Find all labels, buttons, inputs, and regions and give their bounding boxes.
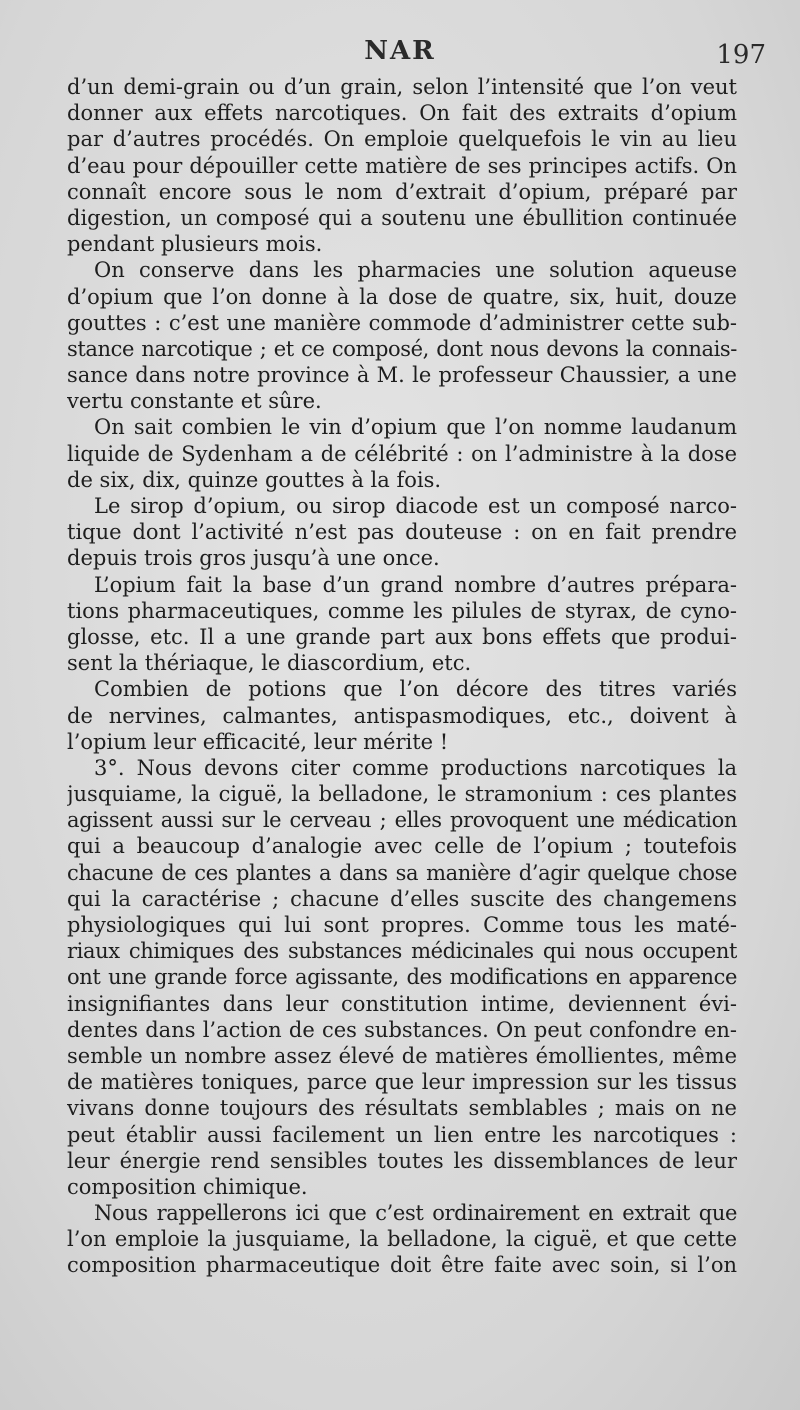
text-line: l’on emploie la jusquiame, la belladone, la ciguë, et que cette [67,1227,737,1252]
text-line: stance narcotique ; et ce composé, dont nous devons la connais- [67,336,737,361]
body-text [67,74,737,1279]
text-line: vivans donne toujours des résultats semblables ; mais on ne [67,1096,737,1121]
text-line: Le sirop d’opium, ou sirop diacode est un composé narco- [94,494,737,518]
running-head: NAR [364,36,436,66]
text-line: jusquiame, la ciguë, la belladone, le stramonium : ces plantes [67,782,737,807]
text-line: On conserve dans les pharmacies une solution aqueuse [94,258,737,283]
page-header [0,36,800,76]
text-line: qui la caractérise ; chacune d’elles suscite des changemens [67,886,737,911]
text-line: chacune de ces plantes a dans sa manière d’agir quelque chose [67,860,737,885]
text-line: d’eau pour dépouiller cette matière de ses principes actifs. On [67,153,737,178]
text-line: Combien de potions que l’on décore des titres variés [94,677,737,702]
text-line: L’opium fait la base d’un grand nombre d’autres prépara- [94,572,737,597]
text-line: depuis trois gros jusqu’à une once. [67,546,440,571]
text-line: ont une grande force agissante, des modifications en apparence [67,965,737,990]
text-line: On sait combien le vin d’opium que l’on nomme laudanum [94,415,737,440]
text-line: leur énergie rend sensibles toutes les dissemblances de leur [67,1148,737,1173]
text-line: de matières toniques, parce que leur impression sur les tissus [67,1070,737,1095]
text-line: qui a beaucoup d’analogie avec celle de l’opium ; toutefois [67,834,737,859]
text-line: d’un demi-grain ou d’un grain, selon l’intensité que l’on veut [67,75,737,99]
text-line: digestion, un composé qui a soutenu une ébullition continuée [67,205,737,230]
text-line: donner aux effets narcotiques. On fait des extraits d’opium [67,101,737,126]
text-line: insignifiantes dans leur constitution intime, deviennent évi- [67,991,737,1016]
text-line: agissent aussi sur le cerveau ; elles provoquent une médication [67,808,737,833]
text-line: d’opium que l’on donne à la dose de quatre, six, huit, douze [67,284,737,309]
text-line: semble un nombre assez élevé de matières émollientes, même [67,1043,737,1068]
text-line: de nervines, calmantes, antispasmodiques, etc., doivent à [67,703,737,728]
text-line: sent la thériaque, le diascordium, etc. [67,651,472,676]
page-number: 197 [716,40,766,70]
text-line: 3°. Nous devons citer comme productions narcotiques la [94,755,737,780]
text-line: l’opium leur efficacité, leur mérite ! [67,729,449,754]
text-line: glosse, etc. Il a une grande part aux bons effets que produi- [67,624,737,649]
text-line: tique dont l’activité n’est pas douteuse : on en fait prendre [67,520,737,545]
text-line: liquide de Sydenham a de célébrité : on l’administre à la dose [67,441,737,466]
text-line: composition pharmaceutique doit être faite avec soin, si l’on [67,1253,737,1278]
text-line: connaît encore sous le nom d’extrait d’opium, préparé par [67,179,737,204]
text-line: pendant plusieurs mois. [67,232,323,257]
text-line: dentes dans l’action de ces substances. On peut confondre en- [67,1017,737,1042]
text-line: de six, dix, quinze gouttes à la fois. [67,467,442,492]
text-line: vertu constante et sûre. [67,389,322,414]
text-line: peut établir aussi facilement un lien entre les narcotiques : [67,1122,737,1147]
text-line: gouttes : c’est une manière commode d’administrer cette sub- [67,310,737,335]
text-line: par d’autres procédés. On emploie quelquefois le vin au lieu [67,127,737,152]
text-line: tions pharmaceutiques, comme les pilules de styrax, de cyno- [67,598,737,623]
text-line: Nous rappellerons ici que c’est ordinairement en extrait que [94,1201,737,1226]
text-line: composition chimique. [67,1174,308,1199]
text-line: physiologiques qui lui sont propres. Comme tous les maté- [67,913,737,937]
text-line: riaux chimiques des substances médicinales qui nous occupent [67,939,737,964]
text-line: sance dans notre province à M. le professeur Chaussier, a une [67,363,737,388]
